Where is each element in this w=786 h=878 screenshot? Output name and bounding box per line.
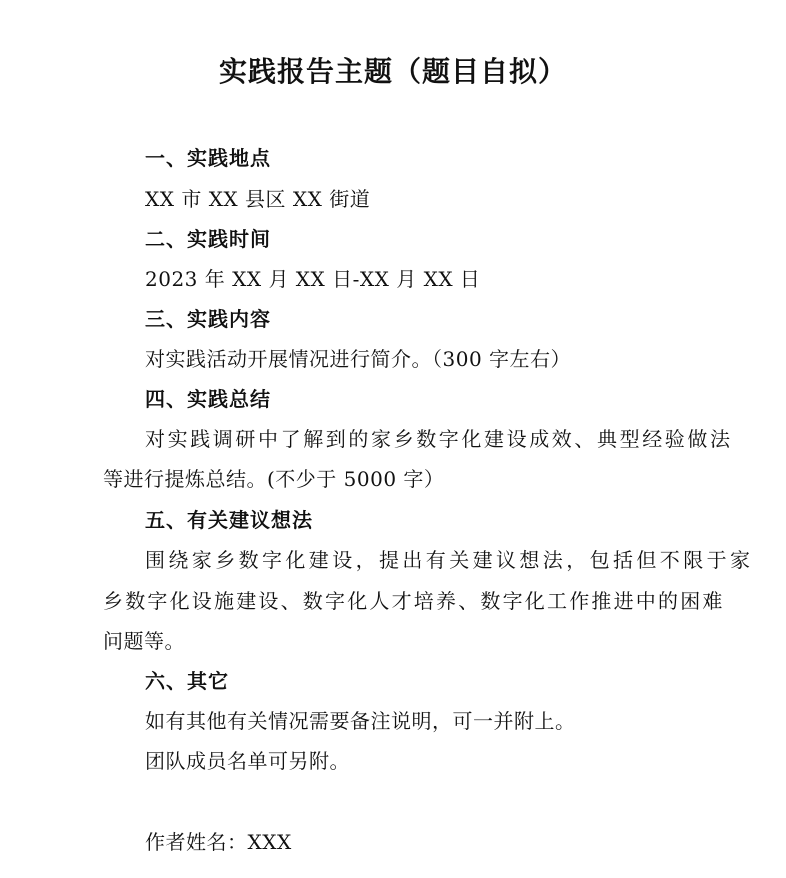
section-heading-summary: 四、实践总结	[145, 387, 271, 411]
suggestions-line-3: 问题等。	[103, 629, 185, 653]
section-heading-content: 三、实践内容	[145, 307, 271, 331]
section-heading-location: 一、实践地点	[145, 146, 271, 170]
time-text: 2023 年 XX 月 XX 日-XX 月 XX 日	[145, 267, 481, 291]
section-heading-other: 六、其它	[145, 669, 229, 693]
section-heading-time: 二、实践时间	[145, 227, 271, 251]
summary-line-1: 对实践调研中了解到的家乡数字化建设成效、典型经验做法	[145, 427, 733, 451]
section-heading-suggestions: 五、有关建议想法	[145, 508, 313, 532]
other-line-1: 如有其他有关情况需要备注说明，可一并附上。	[145, 709, 576, 733]
content-text: 对实践活动开展情况进行简介。（300 字左右）	[145, 347, 572, 371]
author-name: 作者姓名：XXX	[145, 830, 292, 854]
other-line-2: 团队成员名单可另附。	[145, 749, 350, 773]
document-title: 实践报告主题（题目自拟）	[218, 55, 567, 88]
suggestions-line-2: 乡数字化设施建设、数字化人才培养、数字化工作推进中的困难	[103, 589, 725, 613]
summary-line-2: 等进行提炼总结。(不少于 5000 字）	[103, 467, 445, 491]
location-text: XX 市 XX 县区 XX 街道	[145, 187, 371, 211]
suggestions-line-1: 围绕家乡数字化建设，提出有关建议想法，包括但不限于家	[145, 548, 754, 572]
